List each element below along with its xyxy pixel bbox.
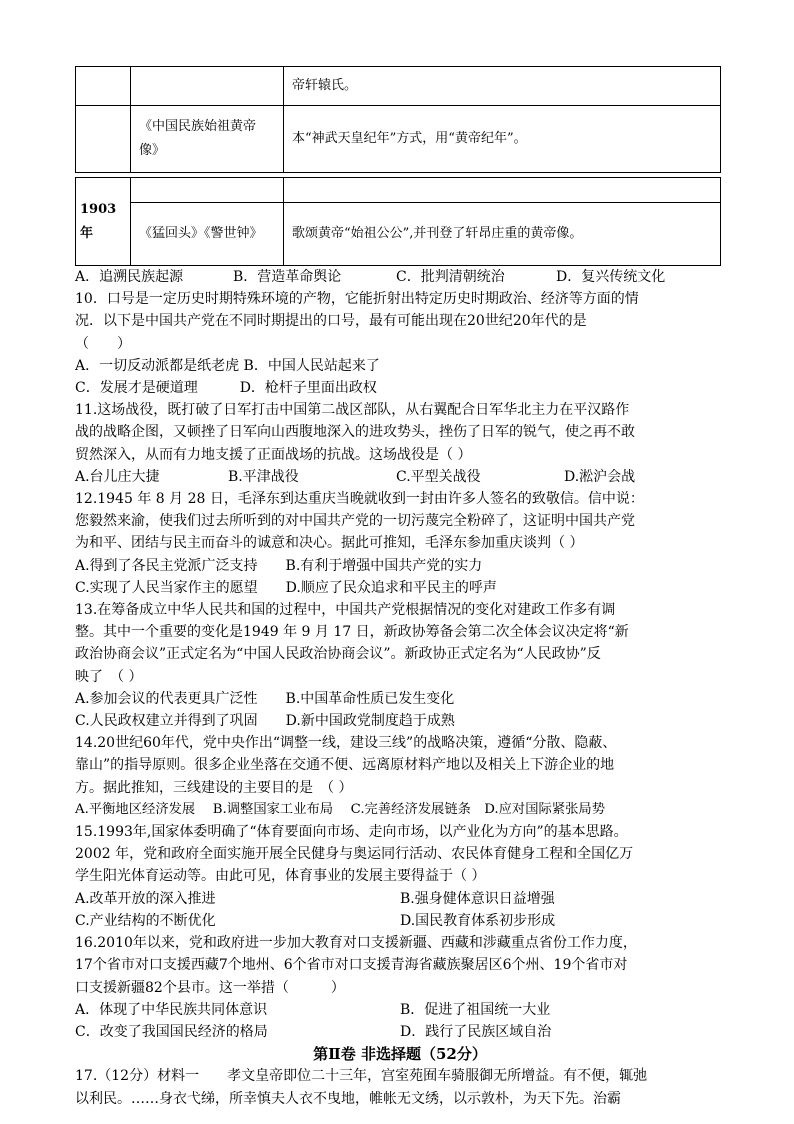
table-cell: 《中国民族始祖黄帝像》: [131, 106, 284, 173]
table-cell-year: 1903年: [76, 178, 131, 266]
q15-options: [75, 888, 725, 910]
q15-stem: 15.1993年,国家体委明确了“体育要面向市场、走向市场，以产业化为方向”的基本思路。: [75, 824, 628, 841]
q12-options: C.实现了人民当家作主的愿望 D.顺应了民众追求和平民主的呼声: [75, 579, 497, 596]
q13-options: C.人民政权建立并得到了巩固 D.新中国政党制度趋于成熟: [75, 713, 455, 730]
q11-stem: 战的战略企图，又顿挫了日军向山西腹地深入的进攻势头，挫伤了日军的锐气，使之再不敢: [75, 424, 635, 441]
q16-stem: 16.2010年以来，党和政府进一步加大教育对口支援新疆、西藏和涉藏重点省份工作力度，: [75, 935, 637, 952]
table-cell: 帝轩辕氏。: [284, 67, 721, 106]
q14-stem: 14.20世纪60年代，党中央作出“调整一线，建设三线”的战略决策，遵循“分散、隐蔽、: [75, 735, 617, 752]
option-a: A．体现了中华民族共同体意识: [75, 1001, 268, 1018]
q10-options: A．一切反动派都是纸老虎 B．中国人民站起来了: [75, 357, 380, 374]
option-d: D．复兴传统文化: [556, 269, 666, 285]
q13-stem: 映了 （ ）: [75, 668, 143, 685]
option-a: A.台儿庄大捷: [75, 468, 160, 485]
option-c: C.平型关战役: [396, 468, 481, 485]
q13-stem: 政治协商会议”正式定名为“中国人民政治协商会议”。新政协正式定名为“人民政协”反: [75, 646, 601, 663]
q15-options: [75, 910, 725, 932]
question-list: [75, 266, 725, 1110]
option-a: A．追溯民族起源: [75, 269, 184, 285]
option-b: B.平津战役: [228, 468, 299, 485]
table-row: [76, 67, 721, 106]
q16-stem: 17个省市对口支援西藏7个地州、6个省市对口支援青海省藏族聚居区6个州、19个省市对: [75, 957, 628, 974]
q13-options: A.参加会议的代表更具广泛性 B.中国革命性质已发生变化: [75, 690, 455, 707]
q13-stem: 整。其中一个重要的变化是1949 年 9 月 17 日，新政协筹备会第二次全体会议决定将“新: [75, 624, 629, 641]
option-c: C.产业结构的不断优化: [75, 912, 216, 929]
q14-stem: 方。据此推知，三线建设的主要目的是 （ ）: [75, 779, 353, 796]
q10-stem: （ ）: [75, 335, 131, 352]
option-d: D.国民教育体系初步形成: [400, 912, 556, 929]
option-d: D．践行了民族区域自治: [400, 1023, 552, 1040]
q10-options: C．发展才是硬道理 D．枪杆子里面出政权: [75, 380, 377, 397]
q12-stem: 您毅然来渝，使我们过去所听到的对中国共产党的一切污蔑完全粉碎了，这证明中国共产党: [75, 513, 635, 530]
q14-stem: 靠山”的指导原则。很多企业坐落在交通不便、远离原材料产地以及相关上下游企业的地: [75, 757, 615, 774]
q11-stem: 11.这场战役，既打破了日军打击中国第二战区部队，从右翼配合日军华北主力在平汉路作: [75, 402, 630, 419]
q12-stem: 为和平、团结与民主而奋斗的诚意和决心。据此可推知，毛泽东参加重庆谈判（ ）: [75, 535, 584, 552]
q15-stem: 2002 年，党和政府全面实施开展全民健身与奥运同行活动、农民体育健身工程和全国亿万: [75, 846, 634, 863]
option-b: B．营造革命舆论: [233, 269, 342, 285]
table-row: [76, 178, 721, 203]
option-d: D.淞沪会战: [564, 468, 636, 485]
option-c: C．批判清朝统治: [396, 269, 505, 285]
table-cell: 《猛回头》《警世钟》: [131, 203, 284, 266]
material-table: [75, 66, 721, 266]
q15-stem: 学生阳光体育运动等。由此可见，体育事业的发展主要得益于（ ）: [75, 868, 486, 885]
table-row: [76, 106, 721, 173]
q10-stem: 10．口号是一定历史时期特殊环境的产物，它能折射出特定历史时期政治、经济等方面的情: [75, 291, 639, 308]
table-cell: 本“神武天皇纪年”方式，用“黄帝纪年”。: [284, 106, 721, 173]
q14-options: A.平衡地区经济发展 B.调整国家工业布局 C.完善经济发展链条 D.应对国际紧张局势: [75, 801, 606, 817]
option-a: A.改革开放的深入推进: [75, 890, 216, 907]
q12-stem: 12.1945 年 8 月 28 日，毛泽东到达重庆当晚就收到一封由许多人签名的致敬信。信中说：: [75, 491, 644, 508]
table-row: [76, 203, 721, 266]
q16-options: [75, 999, 725, 1021]
q17-stem: 17.（12分）材料一 孝文皇帝即位二十三年，宫室苑囿车骑服御无所增益。有不便，辄弛: [75, 1068, 648, 1085]
q16-options: [75, 1021, 725, 1043]
table-cell: 歌颂黄帝“始祖公公”,并刊登了轩昂庄重的黄帝像。: [284, 203, 721, 266]
q12-options: A.得到了各民主党派广泛支持 B.有利于增强中国共产党的实力: [75, 557, 483, 574]
option-b: B.强身健体意识日益增强: [400, 890, 555, 907]
q9-options: [75, 266, 725, 288]
section-title: 第Ⅱ卷 非选择题（52分）: [313, 1045, 487, 1064]
q17-stem: 以利民。……身衣弋绨，所幸慎夫人衣不曳地，帷帐无文绣，以示敦朴，为天下先。治霸: [75, 1090, 621, 1107]
q10-stem: 况．以下是中国共产党在不同时期提出的口号，最有可能出现在20世纪20年代的是: [75, 313, 587, 330]
option-c: C．改变了我国国民经济的格局: [75, 1023, 268, 1040]
option-b: B．促进了祖国统一大业: [400, 1001, 551, 1018]
q11-stem: 贸然深入，从而有力地支援了正面战场的抗战。这场战役是（ ）: [75, 446, 472, 463]
q16-stem: 口支援新疆82个县市。这一举措（ ）: [75, 979, 345, 996]
q11-options: [75, 466, 725, 488]
q13-stem: 13.在筹备成立中华人民共和国的过程中，中国共产党根据情况的变化对建政工作多有调: [75, 602, 616, 619]
